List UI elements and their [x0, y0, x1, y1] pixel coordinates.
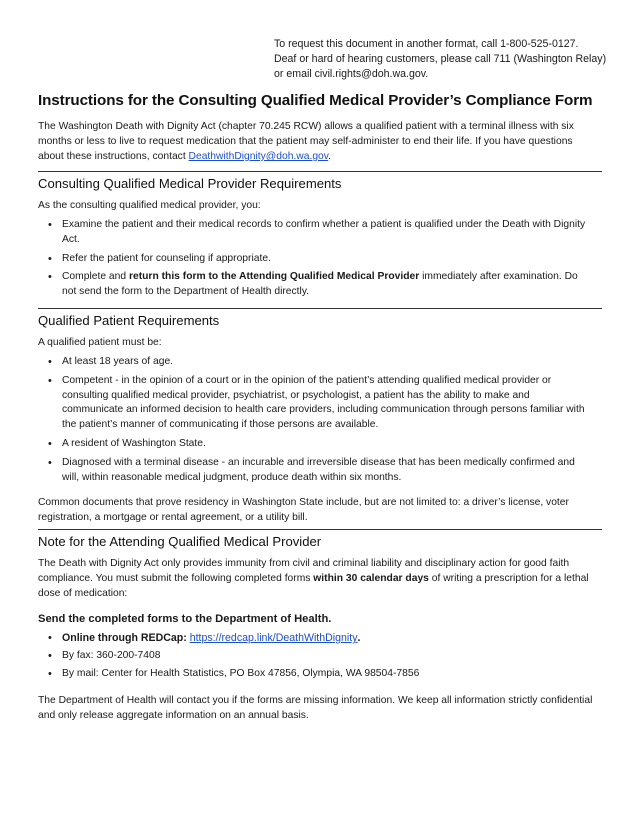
list-item: • Refer the patient for counseling if appropriate. [62, 252, 592, 267]
redcap-link[interactable]: https://redcap.link/DeathWithDignity [189, 632, 358, 644]
notice-line-1: To request this document in another format, call 1-800-525-0127. [274, 38, 579, 50]
list-item: • By mail: Center for Health Statistics, PO Box 47856, Olympia, WA 98504-7856 [62, 667, 592, 682]
consulting-lead: As the consulting qualified medical provider, you: [38, 200, 261, 211]
attending-heading: Note for the Attending Qualified Medical Provider [38, 534, 322, 549]
intro-end: . [328, 151, 332, 162]
attending-section [38, 529, 602, 723]
accessibility-notice [274, 37, 606, 82]
residency-paragraph: Common documents that prove residency in Washington State include, but are not limited to: a driver’s license, voter registration, a mortgage or rental agreement, or a utility bill. [38, 497, 569, 524]
patient-section [38, 308, 602, 525]
send-forms-heading: Send the completed forms to the Department of Health. [38, 613, 332, 625]
list-item: • Examine the patient and their medical records to confirm whether a patient is qualified under the Death with Dignity Act. [62, 218, 592, 248]
list-item [62, 270, 592, 300]
list-item: • At least 18 years of age. [62, 355, 592, 370]
patient-lead: A qualified patient must be: [38, 337, 162, 348]
item-emphasis: return this form to the Attending Qualified Medical Provider [128, 271, 420, 283]
notice-line-2: Deaf or hard of hearing customers, please call 711 (Washington Relay) [274, 53, 607, 65]
item-text: immediately after examination. Do not send the form to the Department of Health directly. [62, 271, 578, 298]
online-end: . [357, 632, 361, 644]
patient-heading: Qualified Patient Requirements [38, 313, 220, 328]
attending-text: The Death with Dignity Act only provides immunity from civil and criminal liability and disciplinary action for good faith compliance. You must submit the following completed forms [38, 558, 570, 584]
section-divider [38, 308, 602, 309]
patient-list [38, 355, 602, 485]
online-label: Online through REDCap: [62, 632, 187, 644]
closing-paragraph: The Department of Health will contact you if the forms are missing information. We keep all information strictly confidential and only release aggregate information on an annual basis. [38, 695, 593, 722]
list-item [62, 631, 592, 646]
intro-text: The Washington Death with Dignity Act (chapter 70.245 RCW) allows a qualified patient with a terminal illness with six months or less to live to request medication that the patient may self-administer to end their life. If you have questions about these instructions, contact [38, 121, 574, 162]
list-item: • By fax: 360-200-7408 [62, 649, 592, 664]
consulting-section [38, 171, 602, 304]
submission-list [38, 631, 602, 681]
item-text: Complete and [62, 271, 129, 283]
intro-paragraph [38, 119, 598, 164]
attending-text-end: of writing a prescription for a lethal dose of medication: [38, 573, 589, 599]
list-item: • Diagnosed with a terminal disease - an incurable and irreversible disease that has been medically confirmed and will, within reasonable medical judgment, produce death within six months. [62, 456, 592, 486]
page-title: Instructions for the Consulting Qualified Medical Provider’s Compliance Form [38, 92, 593, 109]
notice-line-3: or email civil.rights@doh.wa.gov. [274, 68, 429, 80]
contact-email-link[interactable]: DeathwithDignity@doh.wa.gov [188, 151, 329, 162]
section-divider [38, 529, 602, 530]
consulting-heading: Consulting Qualified Medical Provider Requirements [38, 176, 342, 191]
deadline-emphasis: within 30 calendar days [313, 573, 429, 584]
list-item: • A resident of Washington State. [62, 437, 592, 452]
list-item: • Competent - in the opinion of a court or in the opinion of the patient’s attending qualified medical provider or consulting qualified medical provider, psychiatrist, or psychologist, a patient has the ability to make and communicate an informed decision to health care providers, including communication through persons familiar with the patient’s manner of communicating if those persons are available. [62, 374, 592, 433]
section-divider [38, 171, 602, 172]
attending-paragraph [38, 556, 598, 601]
consulting-list [38, 218, 602, 300]
